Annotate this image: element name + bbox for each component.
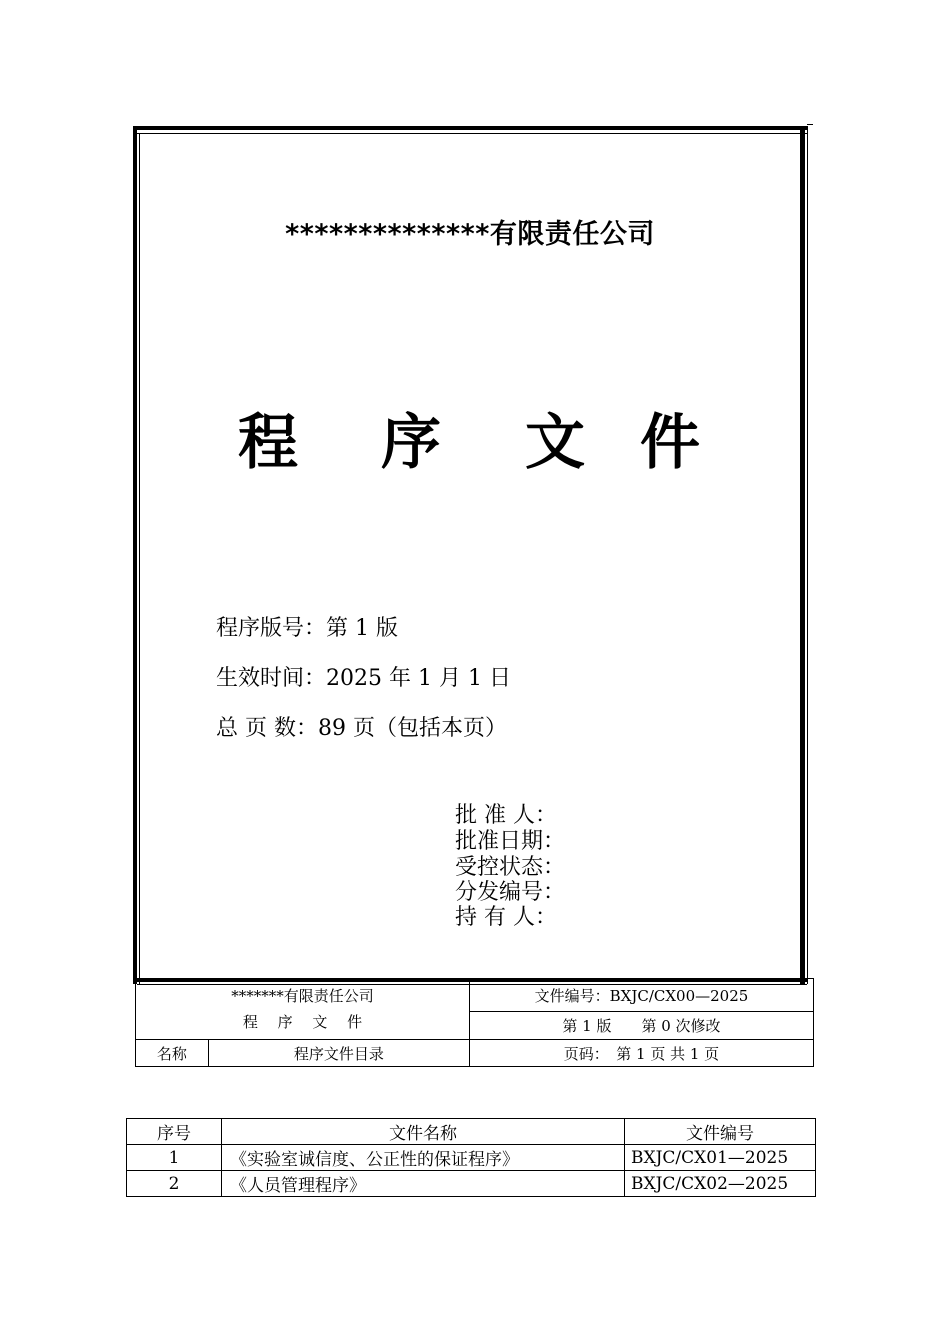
effective-date-line: 生效时间：2025 年 1 月 1 日 (216, 666, 511, 691)
cover-frame-left (133, 126, 137, 984)
title-char-1: 程 (238, 408, 298, 478)
header-company: *******有限责任公司 (231, 987, 374, 1005)
row-code: BXJC/CX02—2025 (625, 1171, 816, 1197)
cover-frame-top-inner (133, 133, 807, 134)
page-info: 页码： 第 1 页 共 1 页 (469, 1040, 813, 1067)
approval-date-field: 批准日期： (455, 829, 566, 854)
cover-frame-right (800, 126, 805, 984)
title-char-3: 文 (525, 408, 585, 478)
row-code: BXJC/CX01—2025 (625, 1145, 816, 1171)
table-row (127, 1171, 816, 1197)
row-name: 《实验室诚信度、公正性的保证程序》 (222, 1145, 625, 1171)
row-no: 2 (127, 1171, 222, 1197)
cover-frame-right-outer (807, 126, 808, 984)
title-char-2: 序 (381, 408, 441, 478)
document-list-table (126, 1118, 816, 1197)
name-label: 名称 (136, 1040, 209, 1067)
cover-frame-left-inner (139, 133, 140, 984)
edition-info: 第 1 版 第 0 次修改 (469, 1012, 813, 1040)
row-name: 《人员管理程序》 (222, 1171, 625, 1197)
col-header-name: 文件名称 (222, 1119, 625, 1145)
cover-frame-top (133, 126, 807, 130)
company-name: **************有限责任公司 (285, 219, 655, 250)
frame-tick (807, 124, 813, 125)
table-row (127, 1145, 816, 1171)
col-header-no: 序号 (127, 1119, 222, 1145)
doc-number: 文件编号：BXJC/CX00—2025 (469, 979, 813, 1012)
document-header-table (135, 978, 814, 1067)
holder-field: 持 有 人： (455, 905, 557, 930)
col-header-code: 文件编号 (625, 1119, 816, 1145)
header-doc-type: 程 序 文 件 (242, 1013, 363, 1031)
distribution-no-field: 分发编号： (455, 880, 566, 905)
control-status-field: 受控状态： (455, 855, 566, 880)
version-line: 程序版号：第 1 版 (216, 616, 398, 641)
name-value: 程序文件目录 (208, 1040, 469, 1067)
header-company-cell (136, 979, 470, 1040)
approver-field: 批 准 人： (455, 803, 557, 828)
title-char-4: 件 (640, 408, 700, 478)
row-no: 1 (127, 1145, 222, 1171)
total-pages-line: 总 页 数：89 页（包括本页） (216, 716, 507, 741)
